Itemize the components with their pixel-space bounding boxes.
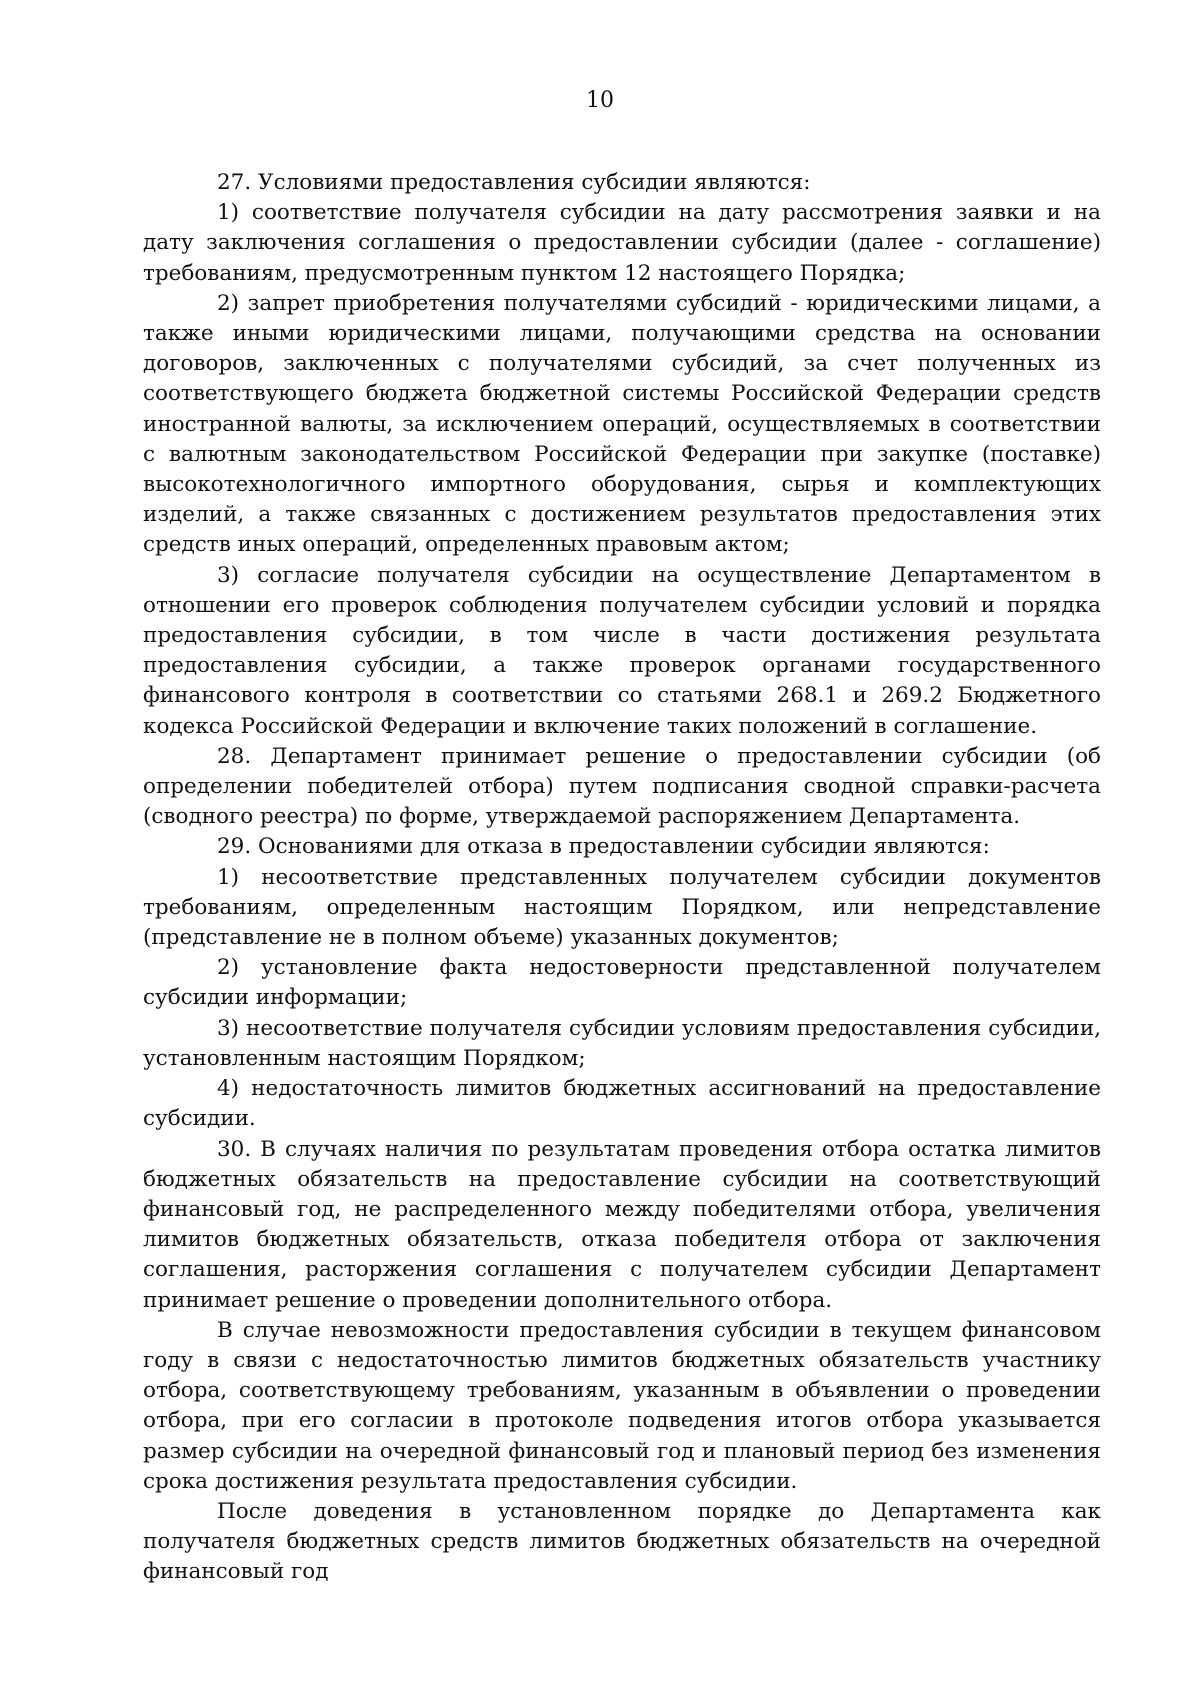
clause-28: 28. Департамент принимает решение о предоставлении субсидии (об определении победителей отбора) путем подписания сводной справки-расчета (сводного реестра) по форме, утверждаемой распоряжением Департамента.	[143, 743, 1101, 830]
clause-29-item-4: 4) недостаточность лимитов бюджетных ассигнований на предоставление субсидии.	[143, 1076, 1101, 1132]
clause-30: 30. В случаях наличия по результатам проведения отбора остатка лимитов бюджетных обязательств на предоставление субсидии на соответствующий финансовый год, не распределенного между победителями отбора, увеличения лимитов бюджетных обязательств, отказа победителя отбора от заключения соглашения, расторжения соглашения с получателем субсидии Департамент принимает решение о проведении дополнительного отбора.	[143, 1136, 1101, 1313]
clause-30-paragraph-2: В случае невозможности предоставления субсидии в текущем финансовом году в связи с недостаточностью лимитов бюджетных обязательств участнику отбора, соответствующему требованиям, указанным в объявлении о проведении отбора, при его согласии в протоколе подведения итогов отбора указывается размер субсидии на очередной финансовый год и плановый период без изменения срока достижения результата предоставления субсидии.	[143, 1317, 1101, 1494]
page-number: 10	[586, 88, 614, 113]
document-body	[143, 168, 1101, 1588]
clause-29-item-3: 3) несоответствие получателя субсидии условиям предоставления субсидии, установленным настоящим Порядком;	[143, 1015, 1101, 1071]
clause-29-item-1: 1) несоответствие представленных получателем субсидии документов требованиям, определенным настоящим Порядком, или непредставление (представление не в полном объеме) указанных документов;	[143, 864, 1101, 951]
clause-27-item-2: 2) запрет приобретения получателями субсидий - юридическими лицами, а также иными юридическими лицами, получающими средства на основании договоров, заключенных с получателями субсидий, за счет полученных из соответствующего бюджета бюджетной системы Российской Федерации средств иностранной валюты, за исключением операций, осуществляемых в соответствии с валютным законодательством Российской Федерации при закупке (поставке) высокотехнологичного импортного оборудования, сырья и комплектующих изделий, а также связанных с достижением результатов предоставления этих средств иных операций, определенных правовым актом;	[143, 290, 1101, 558]
clause-27-item-3: 3) согласие получателя субсидии на осуществление Департаментом в отношении его проверок соблюдения получателем субсидии условий и порядка предоставления субсидии, в том числе в части достижения результата предоставления субсидии, а также проверок органами государственного финансового контроля в соответствии со статьями 268.1 и 269.2 Бюджетного кодекса Российской Федерации и включение таких положений в соглашение.	[143, 562, 1101, 739]
clause-30-paragraph-3: После доведения в установленном порядке до Департамента как получателя бюджетных средств лимитов бюджетных обязательств на очередной финансовый год	[143, 1498, 1101, 1585]
clause-29-item-2: 2) установление факта недостоверности представленной получателем субсидии информации;	[143, 955, 1101, 1011]
clause-27-item-1: 1) соответствие получателя субсидии на дату рассмотрения заявки и на дату заключения соглашения о предоставлении субсидии (далее - соглашение) требованиям, предусмотренным пунктом 12 настоящего Порядка;	[143, 200, 1101, 286]
clause-27: 27. Условиями предоставления субсидии являются:	[217, 170, 811, 195]
clause-29: 29. Основаниями для отказа в предоставлении субсидии являются:	[217, 834, 990, 860]
